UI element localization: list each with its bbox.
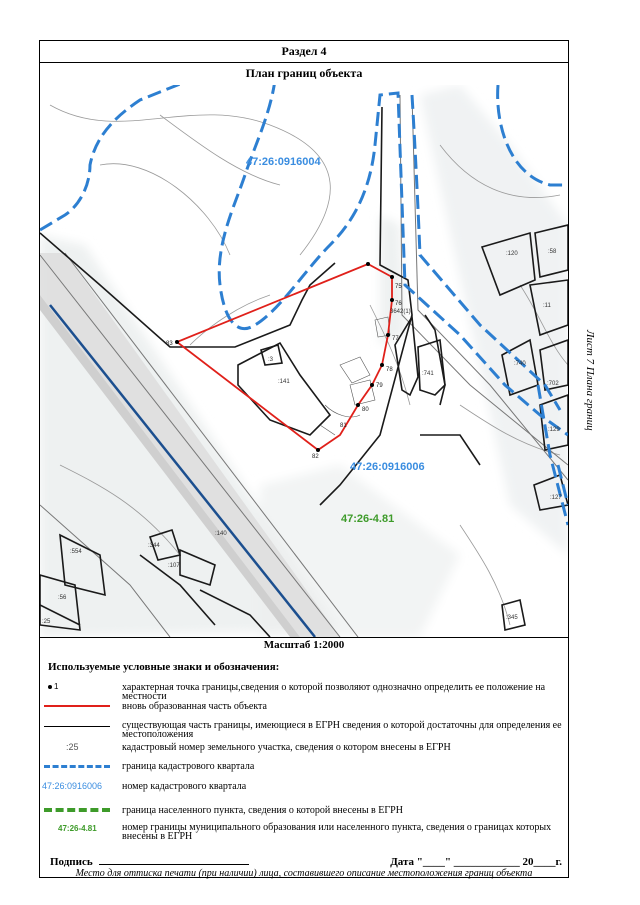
signature-label: Подпись bbox=[50, 856, 249, 868]
red-line-symbol bbox=[40, 701, 120, 713]
legend-item-new-boundary bbox=[40, 701, 568, 713]
parcel-label: :345 bbox=[506, 615, 518, 621]
point-label-80: 80 bbox=[362, 407, 369, 413]
legend-item-settlement-border bbox=[40, 805, 568, 817]
legend-text: граница населенного пункта, сведения о которой внесены в ЕГРН bbox=[122, 805, 403, 816]
stamp-note: Место для оттиска печати (при наличии) лица, составившего описание местоположения границ объекта bbox=[75, 868, 533, 879]
parcel-label: :56 bbox=[58, 595, 67, 601]
date-field[interactable]: Дата "____" ____________ 20____г. bbox=[390, 856, 562, 868]
parcel-label: :344 bbox=[148, 543, 160, 549]
point-label-81: 81 bbox=[340, 423, 347, 429]
legend-text: кадастровый номер земельного участка, сведения о котором внесены в ЕГРН bbox=[122, 742, 451, 753]
parcel-label: :127 bbox=[550, 495, 562, 501]
point-label-79: 79 bbox=[376, 383, 383, 389]
legend-text: характерная точка границы,сведения о которой позволяют однозначно определить ее положение на местности bbox=[122, 682, 546, 702]
document-frame bbox=[39, 40, 569, 878]
parcel-label: :58 bbox=[548, 249, 557, 255]
blue-dashed-line-icon bbox=[44, 765, 110, 768]
cadastral-map bbox=[40, 85, 568, 638]
green-dashed-line-icon bbox=[44, 808, 110, 812]
legend-item-quarter-number bbox=[40, 781, 568, 793]
legend-item-point bbox=[40, 683, 568, 701]
municipal-number-symbol: 47:26-4.81 bbox=[58, 824, 97, 833]
parcel-label: :11 bbox=[543, 303, 551, 309]
legend-item-municipal-number bbox=[40, 823, 568, 841]
legend-text: граница кадастрового квартала bbox=[122, 761, 255, 772]
parcel-label: :741 bbox=[422, 371, 434, 377]
signature-line[interactable] bbox=[99, 864, 249, 865]
parcel-label: :740 bbox=[514, 361, 526, 367]
blue-dashed-symbol bbox=[40, 761, 120, 773]
section-header: Раздел 4 bbox=[40, 41, 568, 63]
parcel-label: :120 bbox=[506, 251, 518, 257]
parcel-label: :107 bbox=[168, 563, 180, 569]
legend-text: номер границы муниципального образования или населенного пункта, сведения о границах которых внесены в ЕГРН bbox=[122, 822, 552, 842]
point-label-78: 78 bbox=[386, 367, 393, 373]
point-label-83: 83 bbox=[166, 341, 173, 347]
parcel-label: :140 bbox=[215, 531, 227, 537]
green-dashed-symbol bbox=[40, 805, 120, 817]
parcel-label: :129 bbox=[548, 427, 560, 433]
black-line-symbol bbox=[40, 721, 120, 739]
parcel-label: :702 bbox=[547, 381, 559, 387]
legend-item-existing-boundary bbox=[40, 721, 568, 739]
quarter-label-south: 47:26:0916006 bbox=[350, 461, 425, 473]
map-canvas bbox=[40, 85, 568, 637]
scale-label: Масштаб 1:2000 bbox=[263, 639, 345, 651]
parcel-label: :141 bbox=[278, 379, 290, 385]
point-label-75: 75 bbox=[395, 284, 402, 290]
sheet-side-label: Лист 7 Плана границ bbox=[584, 330, 596, 431]
point-symbol: 1 bbox=[40, 683, 120, 701]
red-line-icon bbox=[44, 705, 110, 707]
legend-text: существующая часть границы, имеющиеся в ЕГРН сведения о которой достаточны для определения ее местоположения bbox=[122, 720, 562, 740]
quarter-number-symbol: 47:26:0916006 bbox=[42, 781, 103, 791]
legend-text: вновь образованная часть объекта bbox=[122, 701, 267, 712]
legend-item-quarter-border bbox=[40, 761, 568, 773]
black-line-icon bbox=[44, 726, 110, 727]
quarter-label-north: 47:26:0916004 bbox=[246, 156, 321, 168]
parcel-label: :554 bbox=[70, 549, 82, 555]
legend-item-parcel-number bbox=[40, 742, 568, 754]
parcel-label: :3 bbox=[268, 357, 274, 363]
parcel-number-symbol: :25 bbox=[66, 742, 79, 752]
plan-title: План границ объекта bbox=[40, 62, 568, 86]
municipal-border-label: 47:26-4.81 bbox=[341, 513, 395, 525]
parcel-label: :25 bbox=[42, 619, 51, 625]
legend-title: Используемые условные знаки и обозначения: bbox=[48, 661, 280, 673]
point-dot-icon bbox=[48, 685, 52, 689]
legend-text: номер кадастрового квартала bbox=[122, 781, 247, 792]
point-label-76: 76 bbox=[395, 301, 402, 307]
point-label-82: 82 bbox=[312, 454, 319, 460]
parcel-label: 3642(1) bbox=[390, 309, 411, 315]
point-label-77: 77 bbox=[392, 336, 399, 342]
